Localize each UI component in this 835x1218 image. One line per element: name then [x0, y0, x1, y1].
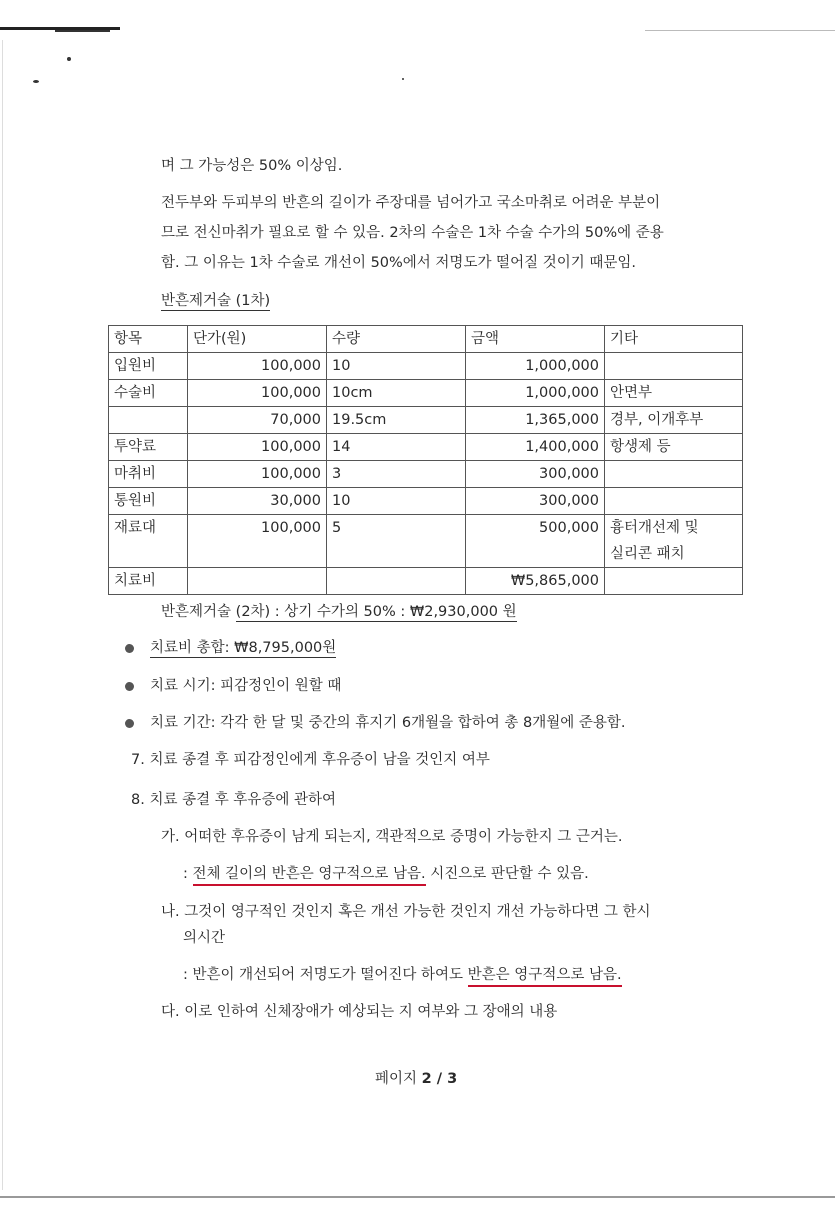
table-title-text: 반흔제거술 (1차)	[161, 293, 271, 309]
paragraph-line: 며 그 가능성은 50% 이상임.	[161, 158, 343, 174]
scan-edge-line	[645, 30, 835, 31]
answer-rest: 시진으로 판단할 수 있음.	[425, 866, 589, 882]
scan-speck	[67, 57, 71, 61]
table-cell: 300,000	[466, 461, 605, 488]
table-cell: 1,365,000	[466, 407, 605, 434]
table-cell: 마취비	[109, 461, 188, 488]
table-cell: 30,000	[188, 488, 327, 515]
table-cell: 19.5cm	[327, 407, 466, 434]
second-surgery-detail: (2차) : 상기 수가의 50% : ₩2,930,000 원	[235, 604, 517, 620]
table-cell	[327, 568, 466, 595]
table-cell: 1,400,000	[466, 434, 605, 461]
table-row	[109, 461, 743, 488]
table-cell	[188, 568, 327, 595]
sub-item: 나. 그것이 영구적인 것인지 혹은 개선 가능한 것인지 개선 가능하다면 그 한시	[161, 904, 651, 920]
second-surgery-prefix: 반흔제거술	[161, 604, 236, 620]
table-cell: 10	[327, 353, 466, 380]
table-cell: 실리콘 패치	[605, 541, 743, 568]
scan-edge-mark	[55, 30, 110, 32]
highlighted-answer: 반흔은 영구적으로 남음.	[468, 967, 622, 987]
paragraph-line: 므로 전신마취가 필요로 할 수 있음. 2차의 수술은 1차 수술 수가의 50%에 준용	[161, 225, 664, 241]
table-cell: 수술비	[109, 380, 188, 407]
table-cell: 경부, 이개후부	[605, 407, 743, 434]
table-header-row	[109, 326, 743, 353]
table-cell: 3	[327, 461, 466, 488]
table-cell: 재료대	[109, 515, 188, 542]
sub-item-cont: 의시간	[183, 930, 226, 946]
bullet-icon	[125, 644, 134, 653]
second-surgery-line	[161, 602, 517, 622]
table-cell	[605, 488, 743, 515]
page-number: 2	[421, 1071, 432, 1087]
table-row	[109, 407, 743, 434]
table-cell: 500,000	[466, 515, 605, 542]
bullet-item: 치료 시기: 피감정인이 원할 때	[150, 678, 342, 694]
bullet-icon	[125, 682, 134, 691]
numbered-item: 8. 치료 종결 후 후유증에 관하여	[131, 792, 336, 808]
table-cell: 100,000	[188, 353, 327, 380]
table-row	[109, 380, 743, 407]
table-cell: 입원비	[109, 353, 188, 380]
scan-edge-line	[2, 40, 3, 1190]
table-cell	[188, 541, 327, 568]
table-cell: 10	[327, 488, 466, 515]
table-cell	[605, 568, 743, 595]
page-total: 3	[447, 1071, 458, 1087]
table-cell: 1,000,000	[466, 380, 605, 407]
table-cell	[109, 541, 188, 568]
answer-prefix: : 반흔이 개선되어 저명도가 떨어진다 하여도	[183, 967, 468, 983]
table-header-cell: 단가(원)	[188, 326, 327, 353]
paragraph-line: 함. 그 이유는 1차 수술로 개선이 50%에서 저명도가 떨어질 것이기 때문임.	[161, 255, 636, 271]
table-header-cell: 항목	[109, 326, 188, 353]
table-cell: 14	[327, 434, 466, 461]
table-cell: 투약료	[109, 434, 188, 461]
table-cell: 100,000	[188, 461, 327, 488]
table-cell: 300,000	[466, 488, 605, 515]
sub-item-answer	[183, 864, 589, 884]
table-cell: 70,000	[188, 407, 327, 434]
table-cell	[327, 541, 466, 568]
table-cell: 100,000	[188, 380, 327, 407]
sub-item-answer	[183, 965, 622, 985]
table-row	[109, 488, 743, 515]
table-row	[109, 353, 743, 380]
table-cell: 통원비	[109, 488, 188, 515]
answer-prefix: :	[183, 866, 193, 882]
table-row	[109, 434, 743, 461]
scan-speck	[402, 78, 404, 80]
sub-item: 가. 어떠한 후유증이 남게 되는지, 객관적으로 증명이 가능한지 그 근거는.	[161, 829, 623, 845]
table-header-cell: 금액	[466, 326, 605, 353]
paragraph-line: 전두부와 두피부의 반흔의 길이가 주장대를 넘어가고 국소마취로 어려운 부분이	[161, 195, 661, 211]
scan-speck	[33, 80, 39, 83]
highlighted-answer: 전체 길이의 반흔은 영구적으로 남음.	[193, 866, 426, 886]
bullet-item: 치료 기간: 각각 한 달 및 중간의 휴지기 6개월을 합하여 총 8개월에 준용함.	[150, 715, 626, 731]
page-footer	[375, 1067, 457, 1088]
table-cell: 치료비	[109, 568, 188, 595]
table-cell: 안면부	[605, 380, 743, 407]
table-header-cell: 기타	[605, 326, 743, 353]
sub-item: 다. 이로 인하여 신체장애가 예상되는 지 여부와 그 장애의 내용	[161, 1004, 558, 1020]
table-cell: 100,000	[188, 434, 327, 461]
table-cell: ₩5,865,000	[466, 568, 605, 595]
table-header-cell: 수량	[327, 326, 466, 353]
table-cell: 100,000	[188, 515, 327, 542]
bullet-icon	[125, 719, 134, 728]
table-row	[109, 515, 743, 542]
table-cell: 흉터개선제 및	[605, 515, 743, 542]
cost-table	[108, 325, 743, 595]
numbered-item: 7. 치료 종결 후 피감정인에게 후유증이 남을 것인지 여부	[131, 752, 490, 768]
table-cell	[109, 407, 188, 434]
table-cell: 1,000,000	[466, 353, 605, 380]
table-cell: 10cm	[327, 380, 466, 407]
table-cell: 5	[327, 515, 466, 542]
table-total-row	[109, 568, 743, 595]
bullet-item	[150, 638, 336, 658]
table-cell: 항생제 등	[605, 434, 743, 461]
table-cell	[605, 353, 743, 380]
table-row	[109, 541, 743, 568]
table-cell	[466, 541, 605, 568]
table-title	[161, 291, 270, 311]
table-cell	[605, 461, 743, 488]
page-separator: /	[431, 1071, 448, 1087]
scan-edge-line	[0, 1196, 835, 1198]
page-label: 페이지	[375, 1071, 422, 1087]
total-cost-text: 치료비 총합: ₩8,795,000원	[150, 640, 337, 656]
